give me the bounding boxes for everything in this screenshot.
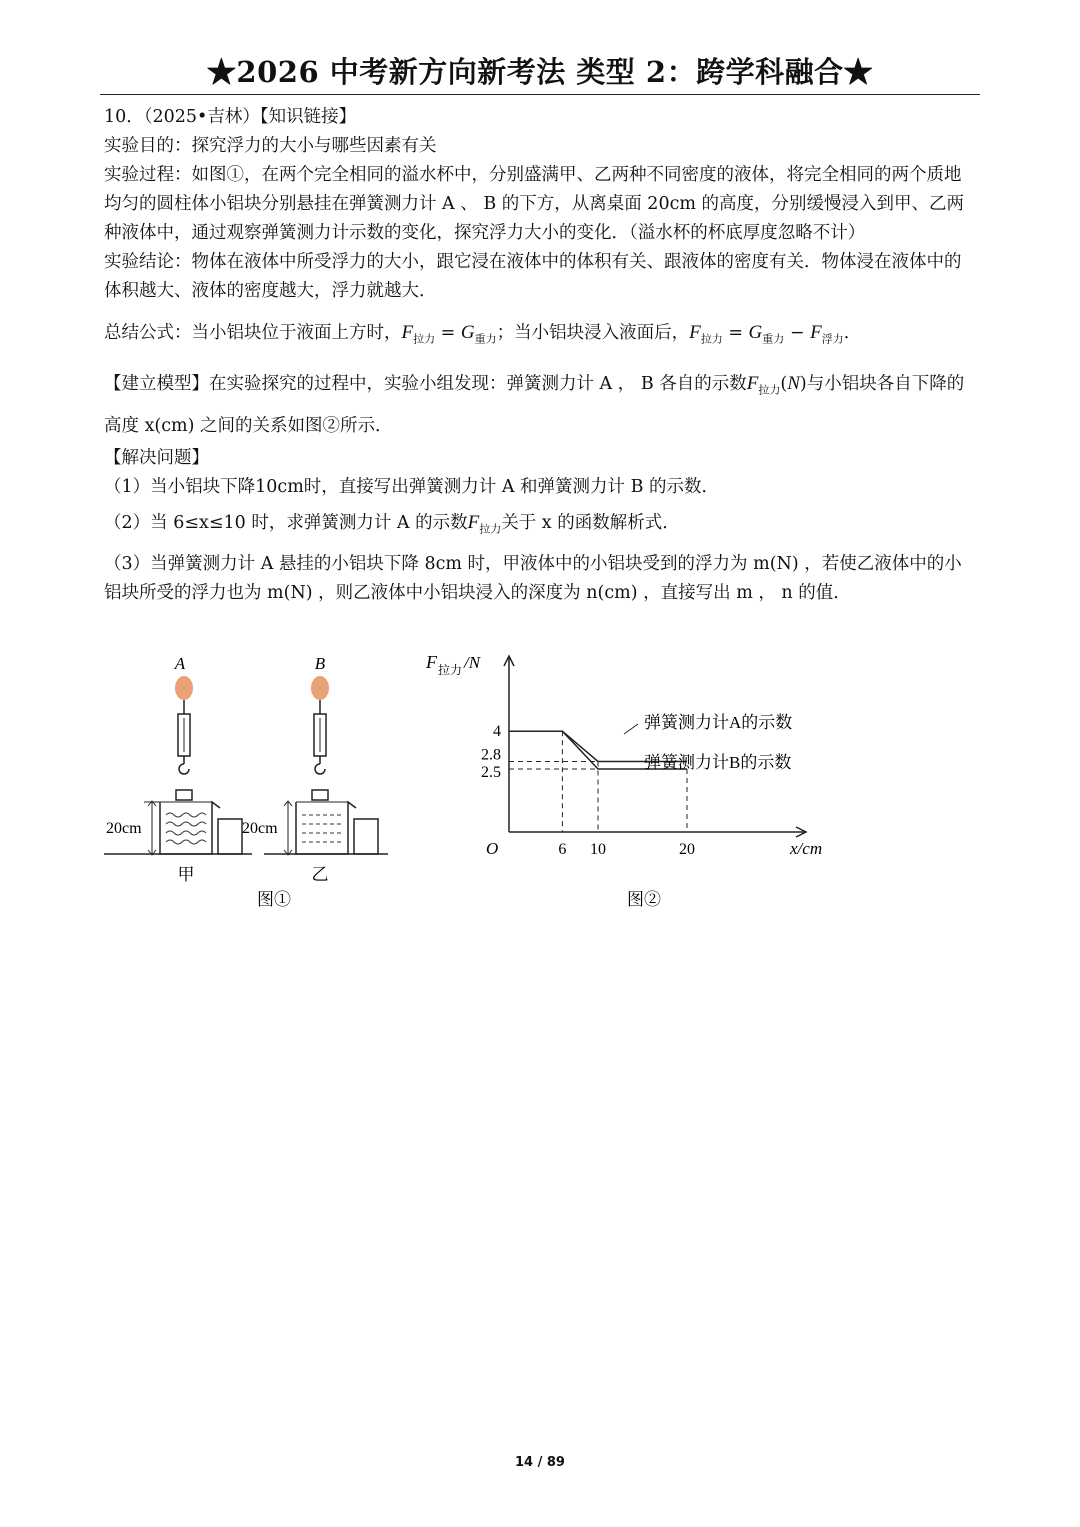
aluminum-block-b xyxy=(312,790,328,800)
x-tick-label: 20 xyxy=(679,841,695,858)
y-axis-label-unit: /N xyxy=(464,653,481,672)
model-text: 【建立模型】在实验探究的过程中，实验小组发现：弹簧测力计 A ， B 各自的示数$F_{拉力}(N)$与小铝块各自下降的高度 x(cm) 之间的关系如图②所示． xyxy=(104,372,965,436)
fig1-caption: 图① xyxy=(257,890,291,909)
model-text-b: 与小铝块各自下降的高度 x(cm) 之间的关系如图②所示． xyxy=(104,373,965,436)
y-tick-label: 2.8 xyxy=(481,746,501,764)
solve-heading: 【解决问题】 xyxy=(104,448,209,468)
aluminum-block-a xyxy=(176,790,192,800)
summary-formula: 总结公式：当小铝块位于液面上方时，$F_{拉力} = G_{重力}$；当小铝块浸入液面后，$F_{拉力} = G_{重力} - F_{浮力}$． xyxy=(104,322,862,346)
fig1-liquid-a: 甲 xyxy=(177,865,195,884)
x-tick-label: 6 xyxy=(558,841,567,858)
y-tick-label: 4 xyxy=(493,723,501,741)
y-axis-label-main: F xyxy=(426,652,437,672)
fig1-label-a: A xyxy=(174,654,186,673)
experiment-purpose: 实验目的：探究浮力的大小与哪些因素有关 xyxy=(104,136,437,156)
problem-number: 10．（2025•吉林）【知识链接】 xyxy=(104,107,357,127)
experiment-process: 实验过程：如图①，在两个完全相同的溢水杯中，分别盛满甲、乙两种不同密度的液体，将完全相同的两个质地均匀的圆柱体小铝块分别悬挂在弹簧测力计 A 、 B 的下方，从离桌面 20cm 的高度，分别缓慢浸入到甲、乙两种液体中，通过观察弹簧测力计示数的变化，探究浮力大小的变化．（溢水杯的杯底厚度忽略不计） xyxy=(104,165,965,243)
question-2-text: （2）当 6≤x≤10 时，求弹簧测力计 A 的示数 xyxy=(104,513,468,533)
problem-body xyxy=(104,103,978,608)
figure-area xyxy=(104,652,844,916)
question-3: （3）当弹簧测力计 A 悬挂的小铝块下降 8cm 时，甲液体中的小铝块受到的浮力为 m(N) ，若使乙液体中的小铝块所受的浮力也为 m(N) ，则乙液体中小铝块浸入的深度为 n(cm) ，直接写出 m ， n 的值． xyxy=(104,553,962,603)
hand-icon xyxy=(175,676,193,700)
figure-2-chart xyxy=(425,652,822,909)
hook-icon xyxy=(179,764,189,774)
fig2-caption: 图② xyxy=(627,890,661,909)
question-1: （1）当小铝块下降10cm时，直接写出弹簧测力计 A 和弹簧测力计 B 的示数． xyxy=(104,477,720,497)
overflow-cup-b xyxy=(296,802,378,854)
fig1-label-b: B xyxy=(314,654,326,673)
model-text-a: 【建立模型】在实验探究的过程中，实验小组发现：弹簧测力计 A ， B 各自的示数 xyxy=(104,373,747,394)
page-header-title: ★2026 中考新方向新考法 类型 2：跨学科融合★ xyxy=(206,55,874,89)
y-axis-label xyxy=(425,652,482,677)
y-tick-label: 2.5 xyxy=(481,764,501,781)
series-label-b: 弹簧测力计B的示数 xyxy=(644,753,792,772)
figures-svg xyxy=(104,652,844,912)
fig1-height-right: 20cm xyxy=(242,820,278,837)
fig1-height-left: 20cm xyxy=(106,820,142,837)
formula-prefix: 总结公式：当小铝块位于液面上方时， xyxy=(104,323,402,343)
x-tick-label: 10 xyxy=(590,841,606,858)
experiment-conclusion: 实验结论：物体在液体中所受浮力的大小，跟它浸在液体中的体积有关、跟液体的密度有关．物体浸在液体中的体积越大、液体的密度越大，浮力就越大． xyxy=(104,252,962,301)
x-axis-label: x/cm xyxy=(790,839,823,858)
question-2: （2）当 6≤x≤10 时，求弹簧测力计 A 的示数$F_{拉力}$关于 x 的函数解析式． xyxy=(104,512,680,536)
question-2-end: 关于 x 的函数解析式． xyxy=(501,513,680,533)
series-label-a-leader xyxy=(624,724,638,734)
hand-icon xyxy=(311,676,329,700)
fig1-liquid-b: 乙 xyxy=(311,865,329,884)
series-label-a: 弹簧测力计A的示数 xyxy=(644,713,793,732)
overflow-cup-a xyxy=(160,802,242,854)
hook-icon xyxy=(315,764,325,774)
header-rule xyxy=(100,94,980,95)
page-number: 14 / 89 xyxy=(515,1455,565,1470)
formula-middle: ；当小铝块浸入液面后， xyxy=(496,323,690,343)
y-axis-label-sub: 拉力 xyxy=(438,663,463,677)
figure-1 xyxy=(104,654,388,909)
origin-label: O xyxy=(486,839,499,858)
